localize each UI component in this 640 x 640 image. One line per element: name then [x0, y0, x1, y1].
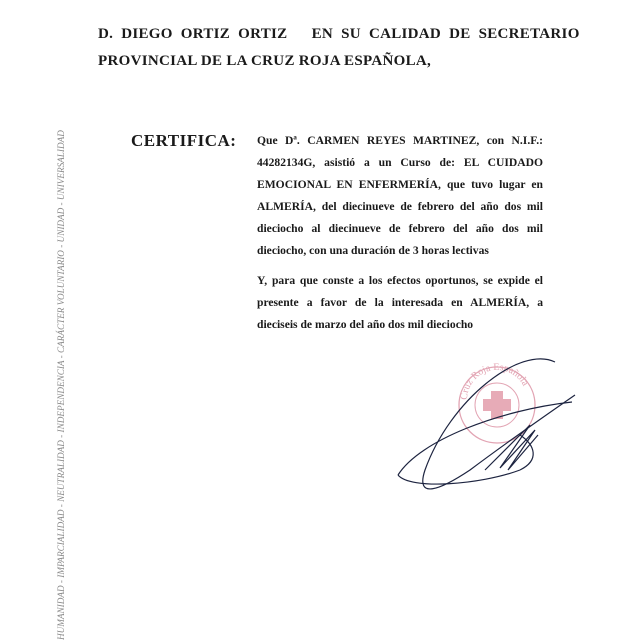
header-line-2: PROVINCIAL DE LA CRUZ ROJA ESPAÑOLA, [98, 53, 432, 69]
header-line-1: D. DIEGO ORTIZ ORTIZ EN SU CALIDAD DE SECRETARIO [98, 26, 580, 42]
stamp-text: Cruz Roja Española [458, 361, 531, 401]
certifica-label: CERTIFICA: [131, 131, 237, 150]
certificate-paragraph-1: Que Dª. CARMEN REYES MARTINEZ, con N.I.F.: 44282134G, asistió a un Curso de: EL CUIDADO EMOCIONAL EN ENFERMERÍA, que tuvo lugar en ALMERÍA, del diecinueve de febrero del año dos mil dieciocho al diecinueve de febrero del año dos mil dieciocho, con una duración de 3 horas lectivas [257, 134, 543, 257]
principles-side-text: HUMANIDAD - IMPARCIALIDAD - NEUTRALIDAD - INDEPENDENCIA - CARÁCTER VOLUNTARIO - UNIDAD - UNIVERSALIDAD [56, 130, 66, 640]
certificate-paragraph-2: Y, para que conste a los efectos oportunos, se expide el presente a favor de la interesada en ALMERÍA, a dieciseis de marzo del año dos mil dieciocho [257, 274, 543, 331]
